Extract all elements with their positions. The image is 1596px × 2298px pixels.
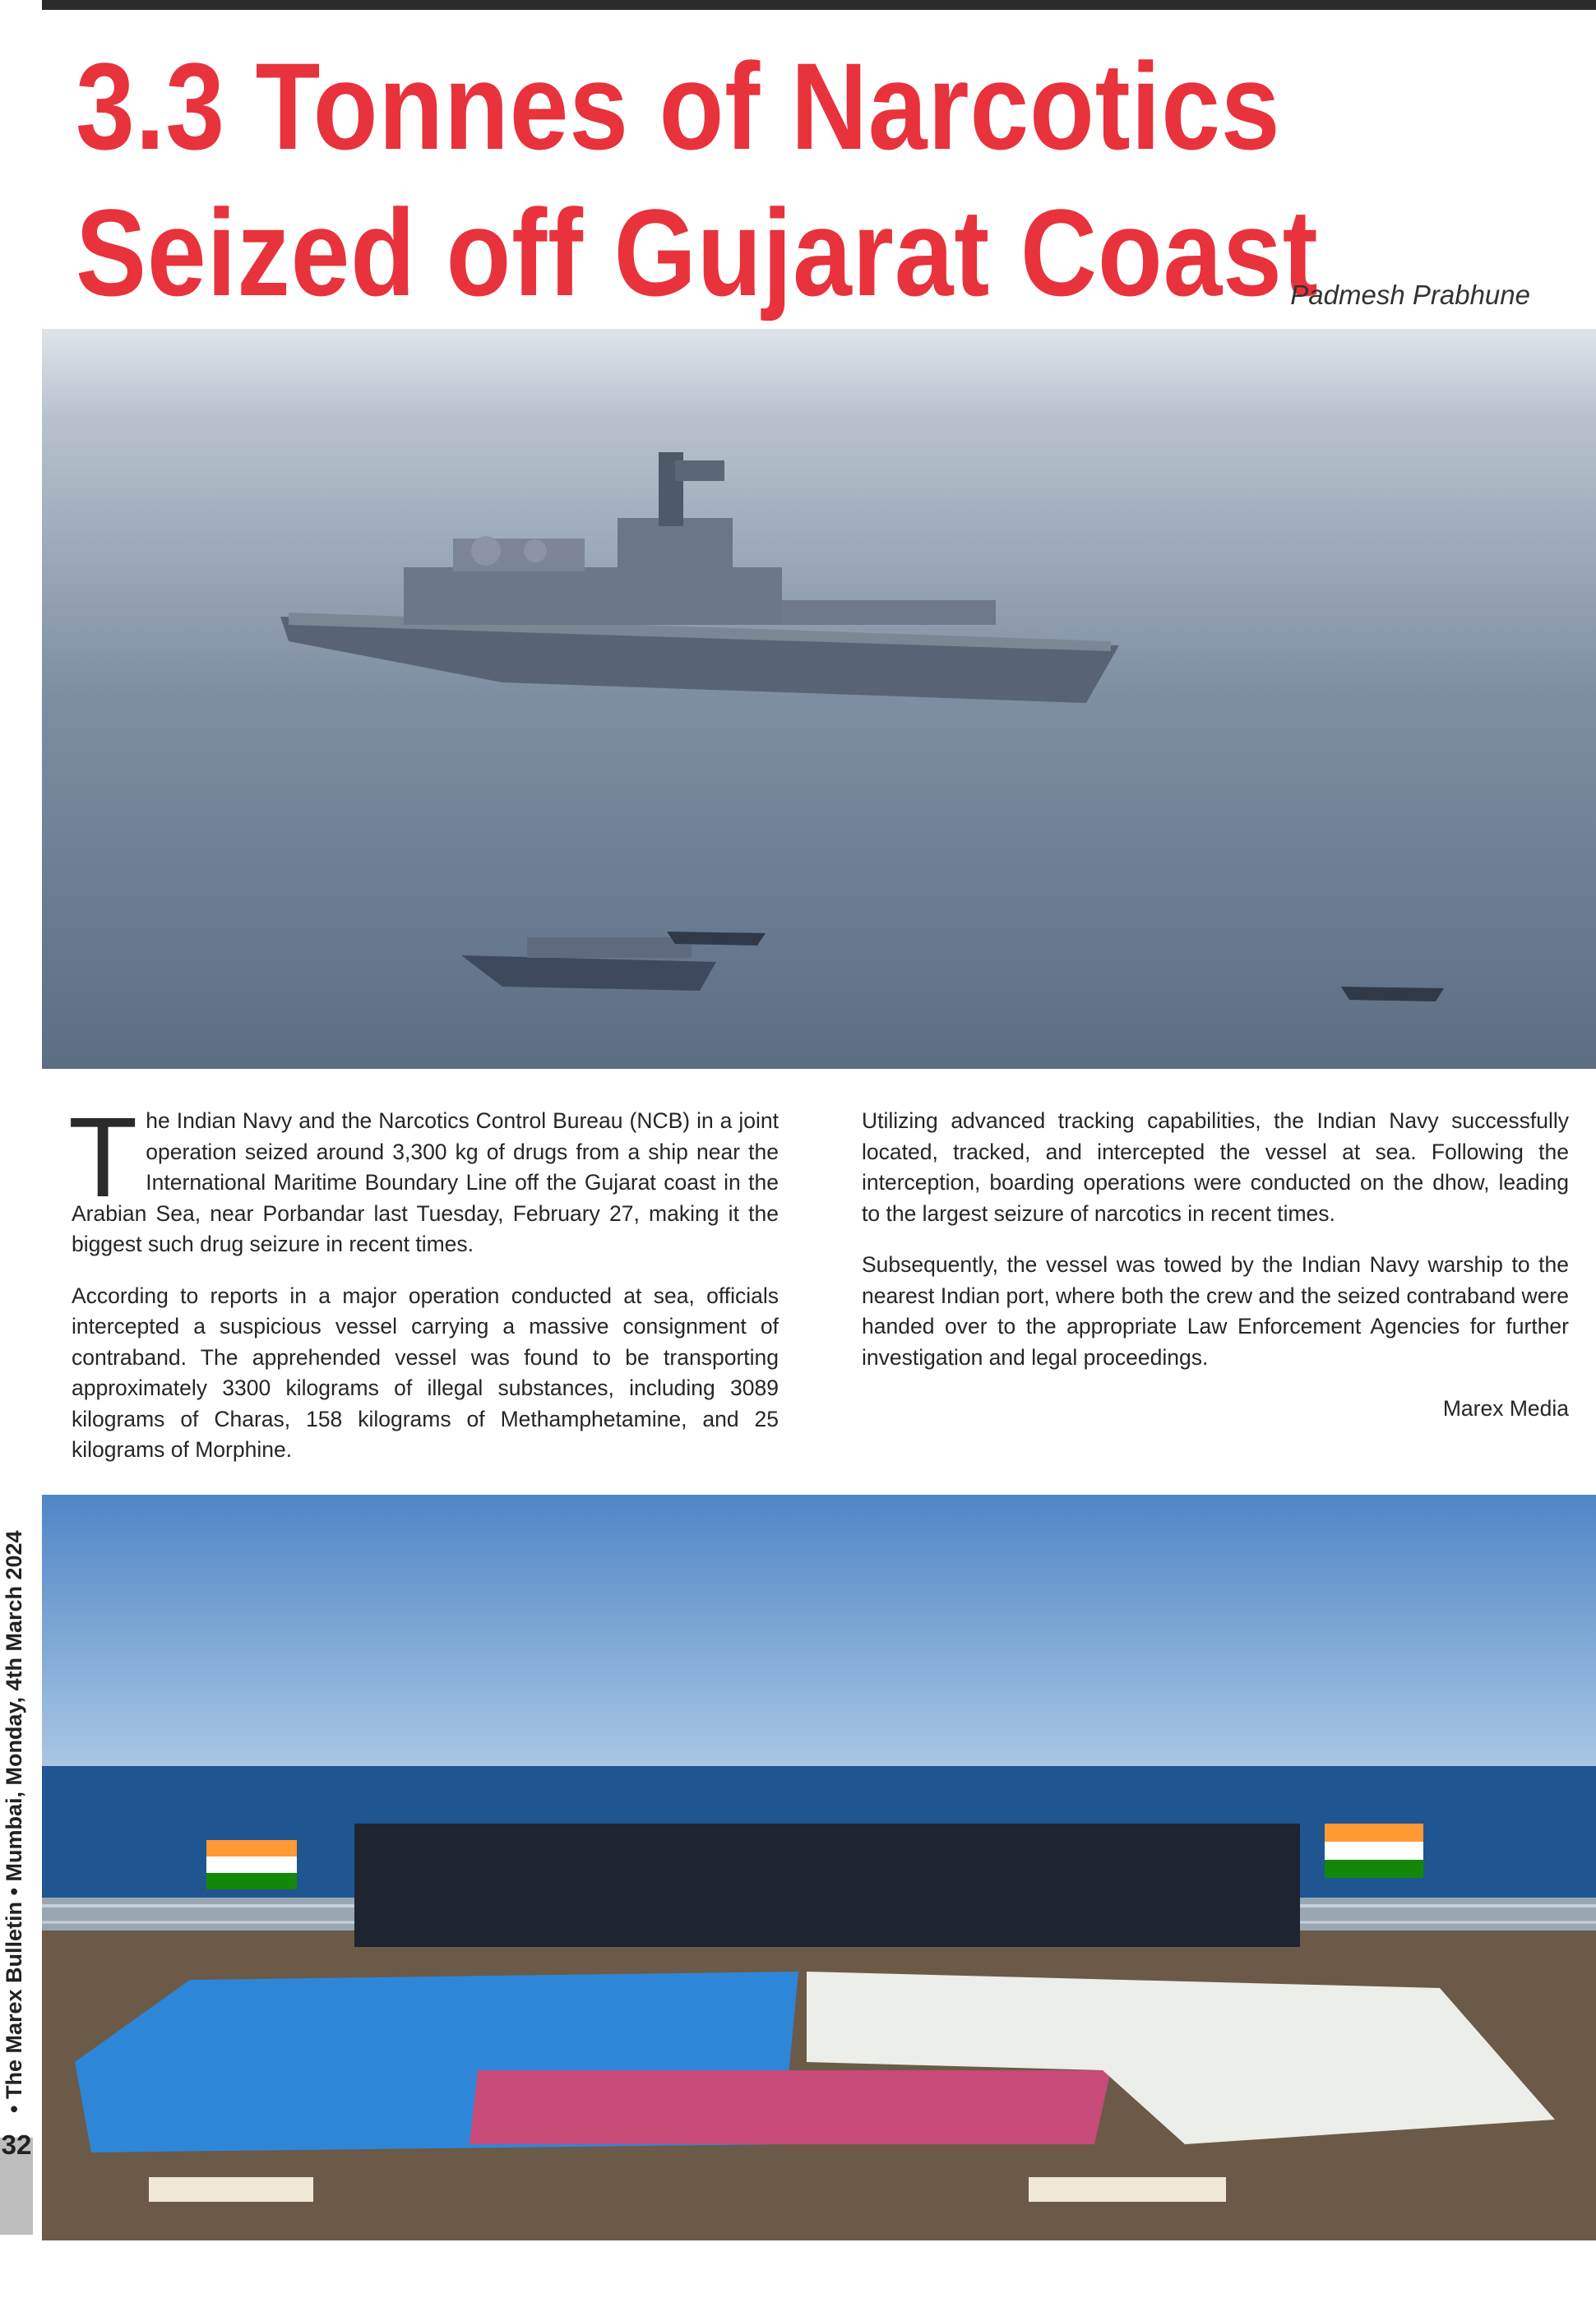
top-rule [42, 0, 1596, 10]
paragraph-text: he Indian Navy and the Narcotics Control Bureau (NCB) in a joint operation seized around 3,300 kg of drugs from a ship near the International Maritime Boundary Line off the Gujarat coast in the Arabian Sea, near Porbandar last Tuesday, February 27, making it the biggest such drug seizure in recent times. [72, 1108, 779, 1256]
byline: Padmesh Prabhune [1290, 280, 1530, 310]
article-left-column [68, 1094, 779, 1487]
drop-cap: T [68, 1094, 138, 1221]
red-packets [470, 2070, 1111, 2144]
warship-photo [42, 329, 1596, 1069]
article-paragraph [68, 1094, 779, 1260]
seizure-photo [42, 1495, 1596, 2240]
article-paragraph: Utilizing advanced tracking capabilities, the Indian Navy successfully located, tracked, and intercepted the vessel at sea. Following the interception, boarding operations were conducted on the dhow, leading to the largest seizure of narcotics in recent times. [862, 1108, 1569, 1226]
article-paragraph: According to reports in a major operation conducted at sea, officials intercepted a suspicious vessel carrying a massive consignment of contraband. The apprehended vessel was found to be transporting approximately 3300 kilograms of illegal substances, including 3089 kilograms of Charas, 158 kilograms of Methamphetamine, and 25 kilograms of Morphine. [72, 1283, 779, 1462]
headline: 3.3 Tonnes of Narcotics Seized off Gujarat Coast [76, 37, 1319, 321]
photo-credit: Marex Media [1442, 1396, 1569, 1421]
running-head: • The Marex Bulletin • Mumbai, Monday, 4th March 2024 [2, 1530, 26, 2113]
article-paragraph: Subsequently, the vessel was towed by the Indian Navy warship to the nearest Indian port, where both the crew and the seized contraband were handed over to the appropriate Law Enforcement Agencies for further investigation and legal proceedings. [862, 1252, 1569, 1370]
page-number: 32 [1, 2129, 32, 2160]
article-right-column [862, 1106, 1569, 1425]
